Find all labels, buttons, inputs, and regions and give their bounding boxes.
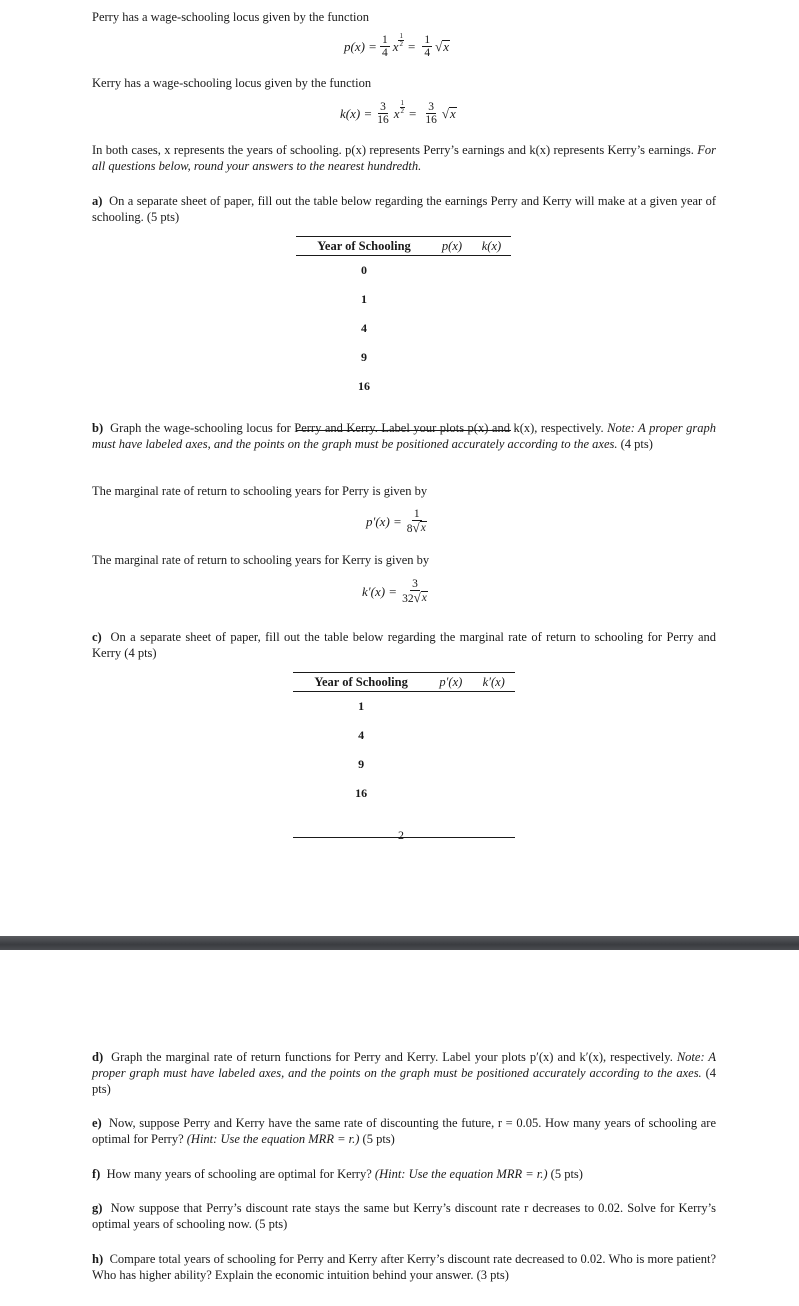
col-p: p(x) (432, 237, 472, 256)
question-f: f) How many years of schooling are optimal for Kerry? (Hint: Use the equation MRR = r.) (5 pts) (92, 1167, 583, 1181)
question-g: g) Now suppose that Perry’s discount rate stays the same but Kerry’s discount rate r decreases to 0.02. Solve for Kerry’s optimal years of schooling now. (5 pts) (92, 1201, 716, 1231)
table-row: 4 (361, 321, 368, 335)
col-year: Year of Schooling (296, 237, 432, 256)
perry-wage-equation: p(x) = $\frac{1}{4}$ x $\frac{1}{2}$ = $\frac{1}{4}$ √ x (344, 32, 449, 59)
page-separator (0, 936, 799, 950)
question-b: b) Graph the wage-schooling locus for Perry and Kerry. Label your plots p(x) and k(x), respectively. Note: A proper graph must have labeled axes, and the points on the graph must be positioned accurately according to the axes. (4 pts) (92, 421, 717, 451)
table-row: 1 (358, 699, 365, 713)
kerry-mrr-equation: k′(x) = 3 32 √ x (362, 578, 427, 605)
col-year: Year of Schooling (293, 673, 429, 692)
table-row: 16 (358, 379, 371, 393)
perry-mrr-equation: p′(x) = 1 8 √ x (366, 508, 426, 535)
perry-intro-text: Perry has a wage-schooling locus given by the function (92, 10, 370, 24)
table-row: 4 (358, 728, 365, 742)
table-row: 1 (361, 292, 368, 306)
question-c: c) On a separate sheet of paper, fill out the table below regarding the marginal rate of return to schooling for Perry and Kerry (4 pts) (92, 630, 716, 660)
variables-description: In both cases, x represents the years of schooling. p(x) represents Perry’s earnings and k(x) represents Kerry’s earnings. For all questions below, round your answers to the nearest hundredth. (92, 143, 717, 173)
question-a: a) On a separate sheet of paper, fill out the table below regarding the earnings Perry and Kerry will make at a given year of schooling. (5 pts) (92, 194, 716, 224)
col-p-prime: p′(x) (429, 673, 472, 692)
earnings-table (296, 236, 511, 431)
rounding-instruction: For all questions below, round your answers to the nearest hundredth. (92, 143, 717, 173)
table-row: 9 (361, 350, 368, 364)
table-row: 0 (361, 263, 368, 277)
question-d: d) Graph the marginal rate of return functions for Perry and Kerry. Label your plots p′(x) and k′(x), respectively. Note: A proper graph must have labeled axes, and the points on the graph must be positioned accurately according to the axes. (4 pts) (92, 1050, 717, 1096)
kerry-intro-text: Kerry has a wage-schooling locus given by the function (92, 76, 372, 90)
page-2 (0, 950, 799, 1306)
col-k-prime: k′(x) (473, 673, 515, 692)
mrr-table (293, 672, 515, 838)
table-row: 9 (358, 757, 365, 771)
kerry-mrr-text: The marginal rate of return to schooling years for Kerry is given by (92, 553, 430, 567)
table-row: 16 (355, 786, 368, 800)
question-h: h) Compare total years of schooling for Perry and Kerry after Kerry’s discount rate decreased to 0.02. Who is more patient? Who has higher ability? Explain the economic intuition behind your answer. (3 pts) (92, 1252, 717, 1282)
perry-mrr-text: The marginal rate of return to schooling years for Perry is given by (92, 484, 428, 498)
page-number: 2 (398, 828, 404, 842)
kerry-wage-equation: k(x) = $\frac{3}{16}$ x $\frac{1}{2}$ = $\frac{3}{16}$ √ x (340, 99, 456, 126)
col-k: k(x) (472, 237, 511, 256)
question-e: e) Now, suppose Perry and Kerry have the same rate of discounting the future, r = 0.05. How many years of schooling are optimal for Perry? (Hint: Use the equation MRR = r.) (5 pts) (92, 1116, 716, 1146)
